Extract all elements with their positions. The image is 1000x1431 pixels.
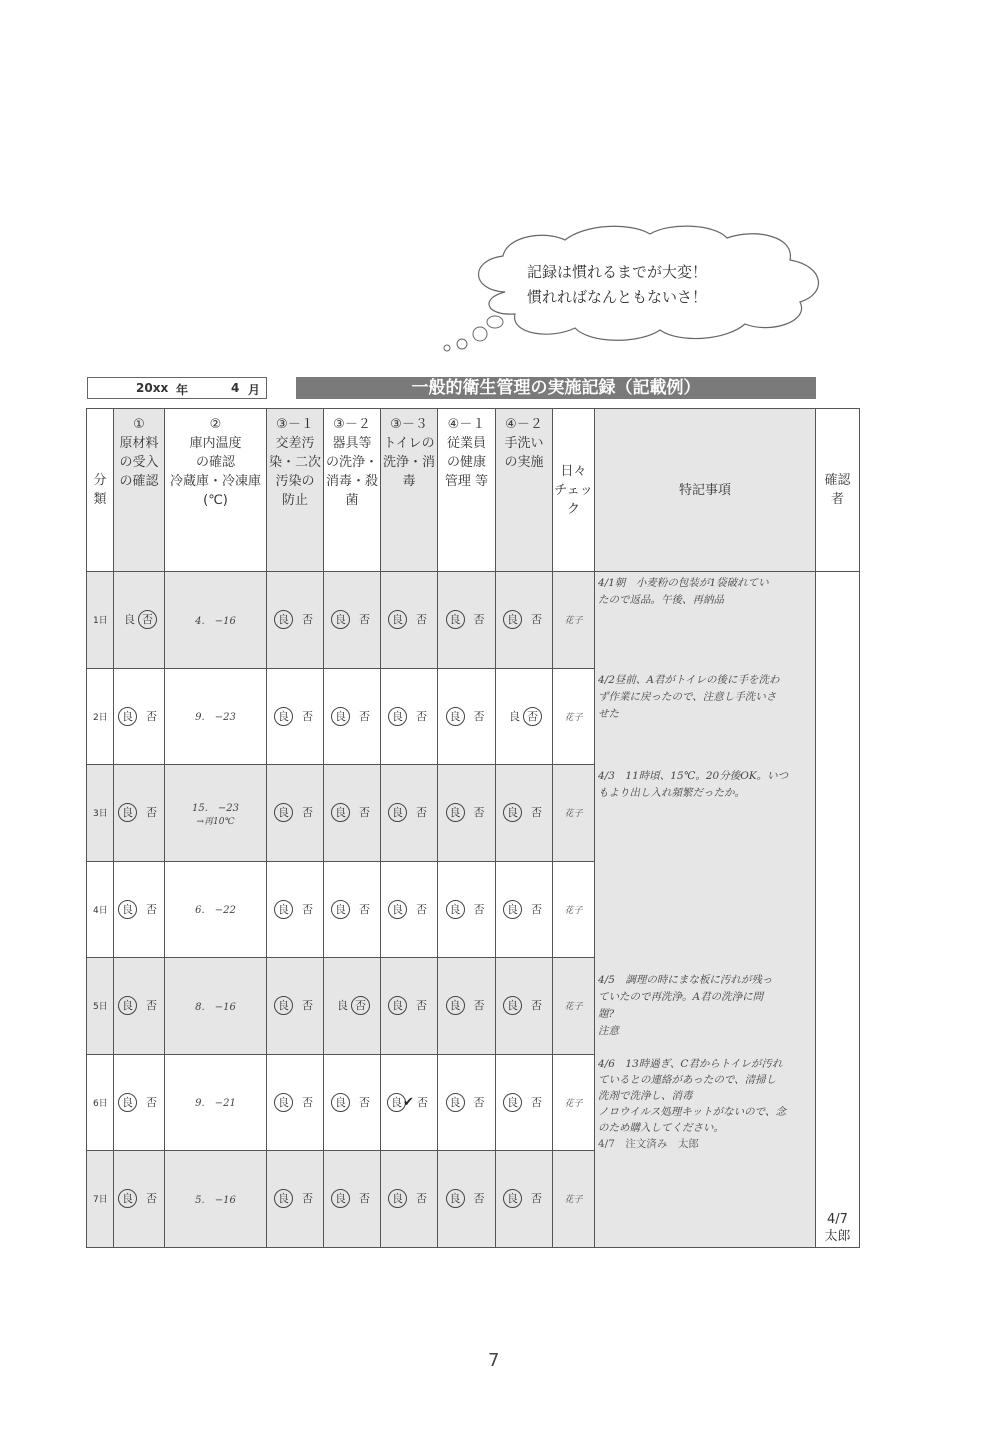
cross-contamination-check[interactable]: 良 否 <box>267 572 324 669</box>
temperature-value: 9. −21 <box>165 1054 267 1151</box>
utensil-cleaning-check[interactable]: 良 否 <box>324 861 381 958</box>
checkmark-icon: ✔ <box>403 1094 414 1110</box>
utensil-cleaning-check[interactable]: 良 否 <box>324 668 381 765</box>
col-utensil-cleaning: ③－２ 器具等 の洗浄・ 消毒・殺 菌 <box>324 409 381 572</box>
note-day-1: 4/1朝 小麦粉の包装が1袋破れてい たので返品。午後、再納品 <box>598 577 769 606</box>
date-box <box>87 377 267 399</box>
toilet-cleaning-check[interactable]: 良 否 <box>381 668 438 765</box>
toilet-cleaning-check[interactable]: 良 否 <box>381 572 438 669</box>
cross-contamination-check[interactable]: 良 否 <box>267 958 324 1055</box>
handwashing-check[interactable]: 良 否 <box>496 861 553 958</box>
handwashing-check[interactable]: 良 否 <box>496 958 553 1055</box>
notes-cell <box>595 572 816 1248</box>
temperature-value: 15. −23 →再10℃ <box>165 765 267 862</box>
day-label: 1日 <box>87 572 114 669</box>
ingredients-check[interactable]: 良 否 <box>114 1054 165 1151</box>
toilet-cleaning-check[interactable]: 良 否 <box>381 765 438 862</box>
confirm-name: 太郎 <box>824 1228 851 1244</box>
utensil-cleaning-check[interactable]: 良 否 <box>324 958 381 1055</box>
day-row-1 <box>87 572 860 669</box>
cloud-line-2: 慣れればなんともないさ！ <box>527 288 708 306</box>
employee-health-check[interactable]: 良 否 <box>438 861 496 958</box>
note-day-2: 4/2昼前、A君がトイレの後に手を洗わ ず作業に戻ったので、注意し手洗いさ せた <box>598 674 780 720</box>
cross-contamination-check[interactable]: 良 否 <box>267 765 324 862</box>
toilet-cleaning-check[interactable]: 良 否 <box>381 861 438 958</box>
handwashing-check[interactable]: 良 否 <box>496 572 553 669</box>
note-day-6: 4/6 13時過ぎ、C君からトイレが汚れ ているとの連絡があったので、清掃し 洗剤で洗浄し、消毒 ノロウイルス処理キットがないので、念 のため購入してください。 4/7 注文済み 太郎 <box>598 1056 814 1152</box>
col-notes: 特記事項 <box>595 409 816 572</box>
employee-health-check[interactable]: 良 否 <box>438 1054 496 1151</box>
daily-checker: 花子 <box>553 765 595 862</box>
note-day-5: 4/5 調理の時にまな板に汚れが残っ ていたので再洗浄。A君の洗浄に問 題? 注意 <box>598 974 773 1037</box>
col-daily-check: 日々 チェッ ク <box>553 409 595 572</box>
temperature-value: 6. −22 <box>165 861 267 958</box>
hygiene-log-table <box>86 408 860 1248</box>
toilet-cleaning-check[interactable]: 良 否 <box>381 1151 438 1248</box>
page-number: 7 <box>488 1350 500 1371</box>
toilet-cleaning-check[interactable]: 良✔ 否 <box>381 1054 438 1151</box>
year-unit: 年 <box>176 383 189 397</box>
employee-health-check[interactable]: 良 否 <box>438 1151 496 1248</box>
daily-checker: 花子 <box>553 861 595 958</box>
daily-checker: 花子 <box>553 668 595 765</box>
col-handwashing: ④－２ 手洗い の実施 <box>496 409 553 572</box>
employee-health-check[interactable]: 良 否 <box>438 572 496 669</box>
confirm-cell <box>816 572 860 1248</box>
month-unit: 月 <box>248 383 261 397</box>
daily-checker: 花子 <box>553 1151 595 1248</box>
cloud-line-1: 記録は慣れるまでが大変！ <box>527 263 708 281</box>
year-value: 20xx <box>136 381 169 395</box>
ingredients-check[interactable]: 良 否 <box>114 861 165 958</box>
col-temperature: ② 庫内温度 の確認 冷蔵庫・冷凍庫 (℃) <box>165 409 267 572</box>
col-cross-contamination: ③－１ 交差汚 染・二次 汚染の 防止 <box>267 409 324 572</box>
page-title: 一般的衛生管理の実施記録（記載例） <box>296 377 816 399</box>
header-row <box>87 409 860 572</box>
col-confirm: 確認 者 <box>816 409 860 572</box>
cross-contamination-check[interactable]: 良 否 <box>267 1151 324 1248</box>
day-label: 6日 <box>87 1054 114 1151</box>
toilet-cleaning-check[interactable]: 良 否 <box>381 958 438 1055</box>
temperature-value: 4. −16 <box>165 572 267 669</box>
month-value: 4 <box>231 381 240 395</box>
utensil-cleaning-check[interactable]: 良 否 <box>324 572 381 669</box>
day-label: 5日 <box>87 958 114 1055</box>
handwashing-check[interactable]: 良 否 <box>496 1054 553 1151</box>
col-employee-health: ④－１ 従業員 の健康 管理 等 <box>438 409 496 572</box>
ingredients-check[interactable]: 良 否 <box>114 958 165 1055</box>
utensil-cleaning-check[interactable]: 良 否 <box>324 1151 381 1248</box>
employee-health-check[interactable]: 良 否 <box>438 765 496 862</box>
day-label: 2日 <box>87 668 114 765</box>
temperature-value: 8. −16 <box>165 958 267 1055</box>
note-reply: 4/7 注文済み 太郎 <box>598 1138 699 1150</box>
col-toilet-cleaning: ③－３ トイレの 洗浄・消 毒 <box>381 409 438 572</box>
ingredients-check[interactable]: 良 否 <box>114 1151 165 1248</box>
cloud-bubbles <box>435 322 495 362</box>
ingredients-check[interactable]: 良 否 <box>114 572 165 669</box>
ingredients-check[interactable]: 良 否 <box>114 765 165 862</box>
daily-checker: 花子 <box>553 1054 595 1151</box>
cross-contamination-check[interactable]: 良 否 <box>267 1054 324 1151</box>
day-label: 7日 <box>87 1151 114 1248</box>
employee-health-check[interactable]: 良 否 <box>438 668 496 765</box>
cross-contamination-check[interactable]: 良 否 <box>267 861 324 958</box>
temperature-value: 9. −23 <box>165 668 267 765</box>
employee-health-check[interactable]: 良 否 <box>438 958 496 1055</box>
thought-bubble <box>465 222 830 352</box>
daily-checker: 花子 <box>553 958 595 1055</box>
note-day-3: 4/3 11時頃、15℃。20分後OK。いつ もより出し入れ頻繁だったか。 <box>598 770 789 799</box>
utensil-cleaning-check[interactable]: 良 否 <box>324 765 381 862</box>
daily-checker: 花子 <box>553 572 595 669</box>
day-label: 3日 <box>87 765 114 862</box>
ingredients-check[interactable]: 良 否 <box>114 668 165 765</box>
utensil-cleaning-check[interactable]: 良 否 <box>324 1054 381 1151</box>
col-category: 分 類 <box>87 409 114 572</box>
cross-contamination-check[interactable]: 良 否 <box>267 668 324 765</box>
handwashing-check[interactable]: 良 否 <box>496 765 553 862</box>
day-label: 4日 <box>87 861 114 958</box>
confirm-date: 4/7 <box>827 1211 848 1227</box>
handwashing-check[interactable]: 良 否 <box>496 668 553 765</box>
handwashing-check[interactable]: 良 否 <box>496 1151 553 1248</box>
col-ingredients: ① 原材料 の受入 の確認 <box>114 409 165 572</box>
temperature-value: 5. −16 <box>165 1151 267 1248</box>
